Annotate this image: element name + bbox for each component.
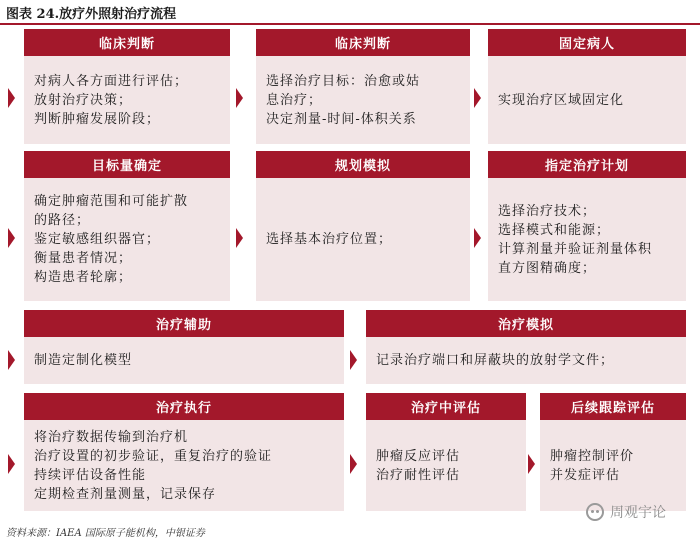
step-header: 临床判断 <box>256 29 470 56</box>
step-line: 治疗耐性评估 <box>376 467 461 483</box>
step-patient-immobilization <box>488 29 686 144</box>
step-line: 持续评估设备性能 <box>34 467 147 483</box>
step-line: 治疗设置的初步验证，重复治疗的验证 <box>34 448 273 464</box>
step-line: 选择治疗技术； <box>498 203 597 219</box>
step-line: 实现治疗区域固定化 <box>498 92 625 108</box>
step-line: 衡量患者情况； <box>34 251 133 266</box>
step-body <box>488 56 686 144</box>
step-line: 对病人各方面进行评估； <box>34 73 189 89</box>
step-header: 临床判断 <box>24 29 230 56</box>
step-header: 治疗辅助 <box>24 310 344 337</box>
step-line: 计算剂量并验证剂量体积 <box>498 241 653 257</box>
step-clinical-assessment-2 <box>256 29 470 144</box>
step-treatment-aids <box>24 310 344 384</box>
step-header: 后续跟踪评估 <box>540 393 686 420</box>
step-body <box>366 420 526 511</box>
watermark-text: 周观宇论 <box>610 505 666 521</box>
flow-arrow-icon <box>350 454 357 474</box>
step-line: 的路径； <box>34 213 91 228</box>
title-divider <box>0 23 700 25</box>
flow-arrow-icon <box>528 454 535 474</box>
step-line: 定期检查剂量测量，记录保存 <box>34 486 217 502</box>
flow-arrow-icon <box>8 228 15 248</box>
step-planning-simulation <box>256 151 470 301</box>
step-line: 确定肿瘤范围和可能扩散 <box>34 194 189 209</box>
step-clinical-assessment-1 <box>24 29 230 144</box>
step-line: 制造定制化模型 <box>34 353 133 368</box>
step-body <box>540 420 686 511</box>
step-header: 指定治疗计划 <box>488 151 686 178</box>
flow-arrow-icon <box>8 350 15 370</box>
step-body <box>366 337 686 384</box>
flow-arrow-icon <box>236 88 243 108</box>
flow-arrow-icon <box>236 228 243 248</box>
step-body <box>256 56 470 144</box>
step-line: 将治疗数据传输到治疗机 <box>34 429 189 445</box>
step-line: 鉴定敏感组织器官； <box>34 232 161 247</box>
step-line: 判断肿瘤发展阶段； <box>34 111 161 127</box>
step-header: 治疗执行 <box>24 393 344 420</box>
flow-arrow-icon <box>8 88 15 108</box>
step-line: 息治疗； <box>266 92 323 108</box>
step-body <box>24 337 344 384</box>
step-body <box>256 178 470 301</box>
flow-arrow-icon <box>474 88 481 108</box>
step-header: 规划模拟 <box>256 151 470 178</box>
flow-arrow-icon <box>474 228 481 248</box>
step-treatment-plan <box>488 151 686 301</box>
step-line: 选择模式和能源； <box>498 222 611 238</box>
step-line: 直方图精确度； <box>498 260 597 276</box>
flow-arrow-icon <box>8 454 15 474</box>
step-header: 治疗模拟 <box>366 310 686 337</box>
step-body <box>488 178 686 301</box>
step-target-volume <box>24 151 230 301</box>
step-treatment-simulation <box>366 310 686 384</box>
step-header: 固定病人 <box>488 29 686 56</box>
step-line: 肿瘤反应评估 <box>376 448 461 464</box>
step-line: 并发症评估 <box>550 467 621 483</box>
flow-arrow-icon <box>350 350 357 370</box>
step-body <box>24 56 230 144</box>
step-body <box>24 178 230 301</box>
step-body <box>24 420 344 511</box>
wechat-icon <box>586 503 604 521</box>
step-line: 决定剂量-时间-体积关系 <box>266 111 417 127</box>
step-line: 选择基本治疗位置； <box>266 232 393 247</box>
step-in-treatment-evaluation <box>366 393 526 511</box>
step-header: 目标量确定 <box>24 151 230 178</box>
step-line: 肿瘤控制评价 <box>550 448 635 464</box>
step-line: 选择治疗目标：治愈或姑 <box>266 73 421 89</box>
figure-title: 图表 24.放疗外照射治疗流程 <box>6 7 177 22</box>
step-follow-up-evaluation <box>540 393 686 511</box>
step-treatment-execution <box>24 393 344 511</box>
step-header: 治疗中评估 <box>366 393 526 420</box>
step-line: 放射治疗决策； <box>34 92 133 108</box>
step-line: 构造患者轮廓； <box>34 270 133 285</box>
watermark <box>586 502 666 522</box>
step-line: 记录治疗端口和屏蔽块的放射学文件； <box>376 353 615 368</box>
source-note: 资料来源：IAEA 国际原子能机构，中银证券 <box>6 528 205 539</box>
